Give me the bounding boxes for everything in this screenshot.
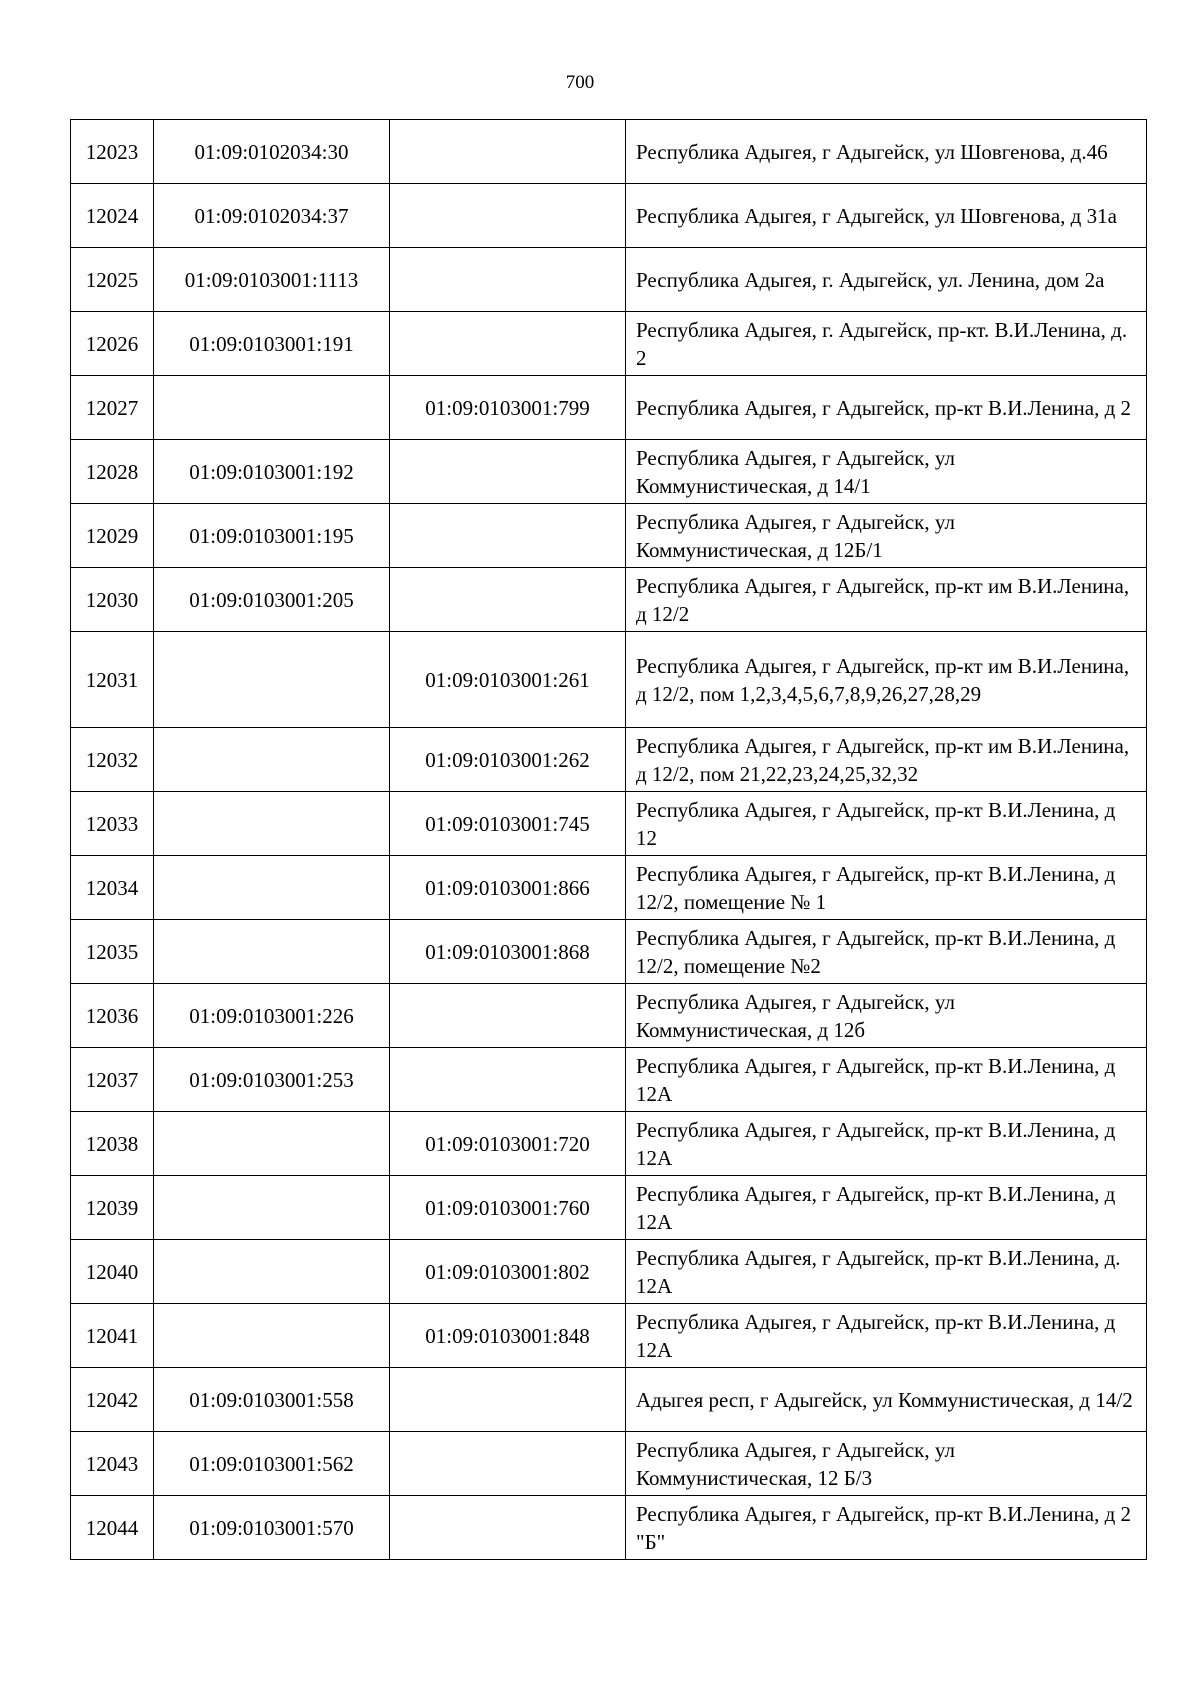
table-row bbox=[71, 184, 1147, 248]
land-cadastral-number-cell: 01:09:0103001:192 bbox=[154, 440, 390, 504]
address-cell: Республика Адыгея, г Адыгейск, пр-кт В.И.Ленина, д 12 bbox=[626, 792, 1147, 856]
object-cadastral-number-cell: 01:09:0103001:868 bbox=[390, 920, 626, 984]
row-number-cell: 12026 bbox=[71, 312, 154, 376]
object-cadastral-number-cell bbox=[390, 440, 626, 504]
address-cell: Республика Адыгея, г Адыгейск, ул Шовгенова, д 31а bbox=[626, 184, 1147, 248]
address-cell: Республика Адыгея, г Адыгейск, пр-кт В.И.Ленина, д 2 bbox=[626, 376, 1147, 440]
table-row bbox=[71, 856, 1147, 920]
address-cell: Республика Адыгея, г Адыгейск, ул Коммунистическая, 12 Б/3 bbox=[626, 1432, 1147, 1496]
address-cell: Республика Адыгея, г Адыгейск, пр-кт В.И.Ленина, д 12А bbox=[626, 1112, 1147, 1176]
object-cadastral-number-cell: 01:09:0103001:261 bbox=[390, 632, 626, 728]
table-row bbox=[71, 312, 1147, 376]
table-row bbox=[71, 1496, 1147, 1560]
row-number-cell: 12032 bbox=[71, 728, 154, 792]
table-row bbox=[71, 984, 1147, 1048]
table-row bbox=[71, 1304, 1147, 1368]
object-cadastral-number-cell: 01:09:0103001:866 bbox=[390, 856, 626, 920]
land-cadastral-number-cell bbox=[154, 920, 390, 984]
land-cadastral-number-cell: 01:09:0102034:37 bbox=[154, 184, 390, 248]
table-row bbox=[71, 1176, 1147, 1240]
object-cadastral-number-cell bbox=[390, 120, 626, 184]
address-cell: Республика Адыгея, г Адыгейск, пр-кт В.И.Ленина, д. 12А bbox=[626, 1240, 1147, 1304]
object-cadastral-number-cell bbox=[390, 184, 626, 248]
land-cadastral-number-cell: 01:09:0103001:191 bbox=[154, 312, 390, 376]
row-number-cell: 12025 bbox=[71, 248, 154, 312]
land-cadastral-number-cell: 01:09:0103001:253 bbox=[154, 1048, 390, 1112]
address-cell: Республика Адыгея, г Адыгейск, пр-кт В.И.Ленина, д 12А bbox=[626, 1048, 1147, 1112]
object-cadastral-number-cell bbox=[390, 248, 626, 312]
object-cadastral-number-cell bbox=[390, 1496, 626, 1560]
object-cadastral-number-cell: 01:09:0103001:745 bbox=[390, 792, 626, 856]
page-number: 700 bbox=[565, 72, 595, 93]
object-cadastral-number-cell: 01:09:0103001:802 bbox=[390, 1240, 626, 1304]
address-cell: Республика Адыгея, г. Адыгейск, ул. Ленина, дом 2а bbox=[626, 248, 1147, 312]
land-cadastral-number-cell: 01:09:0103001:1113 bbox=[154, 248, 390, 312]
land-cadastral-number-cell bbox=[154, 1240, 390, 1304]
row-number-cell: 12039 bbox=[71, 1176, 154, 1240]
object-cadastral-number-cell: 01:09:0103001:799 bbox=[390, 376, 626, 440]
row-number-cell: 12023 bbox=[71, 120, 154, 184]
land-cadastral-number-cell: 01:09:0103001:226 bbox=[154, 984, 390, 1048]
row-number-cell: 12042 bbox=[71, 1368, 154, 1432]
row-number-cell: 12033 bbox=[71, 792, 154, 856]
address-cell: Республика Адыгея, г Адыгейск, пр-кт им В.И.Ленина, д 12/2, пом 21,22,23,24,25,32,32 bbox=[626, 728, 1147, 792]
land-cadastral-number-cell bbox=[154, 376, 390, 440]
row-number-cell: 12040 bbox=[71, 1240, 154, 1304]
object-cadastral-number-cell: 01:09:0103001:720 bbox=[390, 1112, 626, 1176]
row-number-cell: 12028 bbox=[71, 440, 154, 504]
address-cell: Адыгея респ, г Адыгейск, ул Коммунистическая, д 14/2 bbox=[626, 1368, 1147, 1432]
row-number-cell: 12038 bbox=[71, 1112, 154, 1176]
land-cadastral-number-cell: 01:09:0103001:562 bbox=[154, 1432, 390, 1496]
table-row bbox=[71, 1432, 1147, 1496]
land-cadastral-number-cell bbox=[154, 728, 390, 792]
address-cell: Республика Адыгея, г Адыгейск, пр-кт В.И.Ленина, д 12А bbox=[626, 1176, 1147, 1240]
table-row bbox=[71, 376, 1147, 440]
land-cadastral-number-cell bbox=[154, 1112, 390, 1176]
object-cadastral-number-cell bbox=[390, 984, 626, 1048]
table-row bbox=[71, 568, 1147, 632]
table-row bbox=[71, 1240, 1147, 1304]
table-row bbox=[71, 728, 1147, 792]
land-cadastral-number-cell: 01:09:0103001:558 bbox=[154, 1368, 390, 1432]
address-cell: Республика Адыгея, г Адыгейск, пр-кт им В.И.Ленина, д 12/2 bbox=[626, 568, 1147, 632]
row-number-cell: 12024 bbox=[71, 184, 154, 248]
land-cadastral-number-cell: 01:09:0102034:30 bbox=[154, 120, 390, 184]
table-row bbox=[71, 504, 1147, 568]
address-cell: Республика Адыгея, г Адыгейск, пр-кт В.И.Ленина, д 2 "Б" bbox=[626, 1496, 1147, 1560]
table-row bbox=[71, 1048, 1147, 1112]
row-number-cell: 12035 bbox=[71, 920, 154, 984]
table-row bbox=[71, 248, 1147, 312]
land-cadastral-number-cell: 01:09:0103001:195 bbox=[154, 504, 390, 568]
land-cadastral-number-cell bbox=[154, 632, 390, 728]
address-cell: Республика Адыгея, г Адыгейск, пр-кт В.И.Ленина, д 12/2, помещение № 1 bbox=[626, 856, 1147, 920]
row-number-cell: 12041 bbox=[71, 1304, 154, 1368]
row-number-cell: 12029 bbox=[71, 504, 154, 568]
land-cadastral-number-cell bbox=[154, 856, 390, 920]
row-number-cell: 12034 bbox=[71, 856, 154, 920]
object-cadastral-number-cell bbox=[390, 1368, 626, 1432]
registry-table-body bbox=[71, 120, 1147, 1560]
table-row bbox=[71, 632, 1147, 728]
table-row bbox=[71, 440, 1147, 504]
table-row bbox=[71, 1112, 1147, 1176]
object-cadastral-number-cell bbox=[390, 1432, 626, 1496]
row-number-cell: 12027 bbox=[71, 376, 154, 440]
row-number-cell: 12031 bbox=[71, 632, 154, 728]
row-number-cell: 12043 bbox=[71, 1432, 154, 1496]
registry-table bbox=[70, 119, 1147, 1560]
object-cadastral-number-cell: 01:09:0103001:262 bbox=[390, 728, 626, 792]
object-cadastral-number-cell bbox=[390, 568, 626, 632]
object-cadastral-number-cell bbox=[390, 312, 626, 376]
land-cadastral-number-cell bbox=[154, 1304, 390, 1368]
table-row bbox=[71, 920, 1147, 984]
address-cell: Республика Адыгея, г. Адыгейск, пр-кт. В.И.Ленина, д. 2 bbox=[626, 312, 1147, 376]
address-cell: Республика Адыгея, г Адыгейск, ул Коммунистическая, д 14/1 bbox=[626, 440, 1147, 504]
row-number-cell: 12036 bbox=[71, 984, 154, 1048]
object-cadastral-number-cell: 01:09:0103001:760 bbox=[390, 1176, 626, 1240]
address-cell: Республика Адыгея, г Адыгейск, пр-кт им В.И.Ленина, д 12/2, пом 1,2,3,4,5,6,7,8,9,26,27,28,29 bbox=[626, 632, 1147, 728]
row-number-cell: 12044 bbox=[71, 1496, 154, 1560]
address-cell: Республика Адыгея, г Адыгейск, ул Коммунистическая, д 12Б/1 bbox=[626, 504, 1147, 568]
row-number-cell: 12037 bbox=[71, 1048, 154, 1112]
land-cadastral-number-cell: 01:09:0103001:205 bbox=[154, 568, 390, 632]
row-number-cell: 12030 bbox=[71, 568, 154, 632]
table-row bbox=[71, 1368, 1147, 1432]
table-row bbox=[71, 792, 1147, 856]
object-cadastral-number-cell bbox=[390, 1048, 626, 1112]
land-cadastral-number-cell bbox=[154, 792, 390, 856]
address-cell: Республика Адыгея, г Адыгейск, ул Коммунистическая, д 12б bbox=[626, 984, 1147, 1048]
address-cell: Республика Адыгея, г Адыгейск, ул Шовгенова, д.46 bbox=[626, 120, 1147, 184]
land-cadastral-number-cell: 01:09:0103001:570 bbox=[154, 1496, 390, 1560]
land-cadastral-number-cell bbox=[154, 1176, 390, 1240]
address-cell: Республика Адыгея, г Адыгейск, пр-кт В.И.Ленина, д 12А bbox=[626, 1304, 1147, 1368]
table-row bbox=[71, 120, 1147, 184]
address-cell: Республика Адыгея, г Адыгейск, пр-кт В.И.Ленина, д 12/2, помещение №2 bbox=[626, 920, 1147, 984]
object-cadastral-number-cell: 01:09:0103001:848 bbox=[390, 1304, 626, 1368]
object-cadastral-number-cell bbox=[390, 504, 626, 568]
